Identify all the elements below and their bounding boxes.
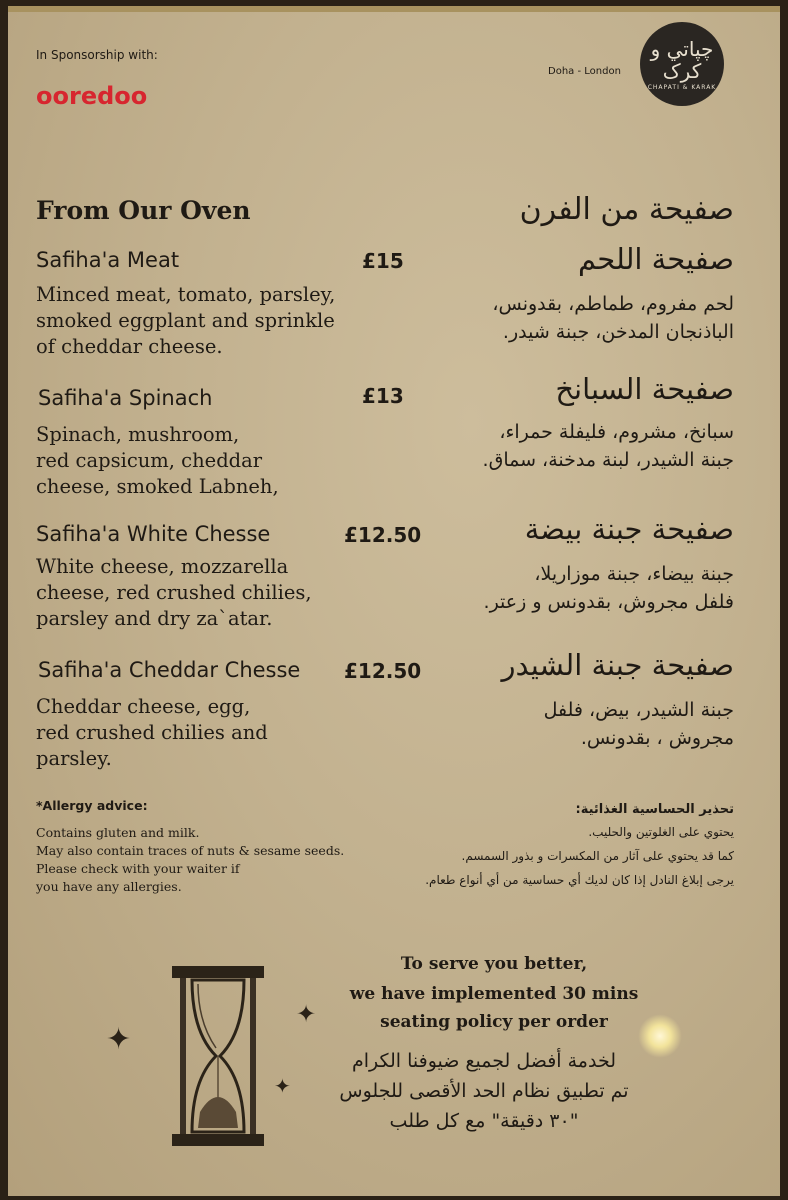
description-line-ar: مجروش ، بقدونس. [580,727,734,749]
description-line-ar: جبنة الشيدر، لبنة مدخنة، سماق. [482,449,734,471]
policy-line-ar: "٣٠ دقيقة" مع كل طلب [389,1110,579,1132]
description-line: Spinach, mushroom, [36,423,240,446]
description-line: cheese, smoked Labneh, [36,475,279,498]
policy-line: we have implemented 30 mins [349,984,639,1004]
menu-item-price: £12.50 [344,659,422,683]
description-line: parsley. [36,747,112,770]
description-line-ar: فلفل مجروش، بقدونس و زعتر. [483,591,734,613]
menu-card [8,6,780,1196]
menu-item-description [36,554,376,632]
description-line: cheese, red crushed chilies, [36,581,312,604]
menu-item-description-ar [404,696,734,752]
description-line-ar: لحم مفروم، طماطم، بقدونس، [492,293,734,315]
policy-line-ar: تم تطبيق نظام الحد الأقصى للجلوس [339,1080,629,1102]
sponsor-logo [36,82,147,110]
allergy-title-ar: تحذير الحساسية الغذائية: [575,802,734,817]
allergy-line: Please check with your waiter if [36,861,240,876]
allergy-line-ar: يرجى إبلاغ النادل إذا كان لديك أي حساسية من أي أنواع طعام. [425,873,734,887]
menu-item-name-ar: صفيحة جبنة بيضة [524,512,734,546]
menu-item-description-ar [404,418,734,474]
menu-item-name: Safiha'a Cheddar Chesse [38,658,301,682]
top-border [8,6,780,12]
hourglass-icon [168,962,268,1156]
menu-item-description [36,282,376,360]
description-line: smoked eggplant and sprinkle [36,309,335,332]
allergy-line: you have any allergies. [36,879,182,894]
menu-item-description [36,422,376,500]
section-title-ar: صفيحة من الفرن [519,192,734,227]
menu-item-name: Safiha'a Meat [36,248,180,272]
menu-item-name: Safiha'a White Chesse [36,522,271,546]
description-line: red capsicum, cheddar [36,449,263,472]
allergy-line-ar: كما قد يحتوي على آثار من المكسرات و بذور السمسم. [461,849,734,863]
description-line: Cheddar cheese, egg, [36,695,251,718]
menu-item-description-ar [404,560,734,616]
location-text: Doha - London [548,66,621,77]
menu-item-name: Safiha'a Spinach [38,386,213,410]
menu-item-description-ar [404,290,734,346]
sponsor-logo-text: ooredoo [36,82,148,110]
restaurant-logo-arabic: چپاتي و کرک [650,36,714,83]
description-line: Minced meat, tomato, parsley, [36,283,336,306]
star-icon: ✦ [296,1000,317,1028]
description-line-ar: سبانخ، مشروم، فليفلة حمراء، [499,421,734,443]
menu-item-price: £12.50 [344,523,422,547]
policy-line: seating policy per order [380,1012,608,1032]
policy-line: To serve you better, [400,954,588,974]
allergy-line: Contains gluten and milk. [36,825,200,840]
description-line-ar: جبنة بيضاء، جبنة موزاريلا، [534,563,734,585]
star-icon: ✦ [274,1074,291,1098]
description-line-ar: جبنة الشيدر، بيض، فلفل [543,699,734,721]
menu-item-description [36,694,376,772]
star-icon: ✦ [106,1022,132,1057]
restaurant-logo-english: CHAPATI & KARAK [647,83,717,91]
allergy-title: *Allergy advice: [36,798,148,813]
allergy-line-ar: يحتوي على الغلوتين والحليب. [588,825,734,839]
description-line-ar: الباذنجان المدخن، جبنة شيدر. [502,321,734,343]
sponsor-text: In Sponsorship with: [36,48,158,62]
description-line: red crushed chilies and [36,721,268,744]
policy-line-ar: لخدمة أفضل لجميع ضيوفنا الكرام [351,1050,617,1072]
description-line: White cheese, mozzarella [36,555,289,578]
light-glare [638,1014,682,1058]
menu-item-name-ar: صفيحة جبنة الشيدر [501,648,734,682]
menu-item-price: £15 [362,249,404,273]
menu-item-name-ar: صفيحة اللحم [577,242,734,276]
description-line: of cheddar cheese. [36,335,223,358]
allergy-line: May also contain traces of nuts & sesame seeds. [36,843,345,858]
menu-item-name-ar: صفيحة السبانخ [555,372,734,406]
description-line: parsley and dry za`atar. [36,607,273,630]
restaurant-logo [640,22,724,106]
section-title-en: From Our Oven [36,196,251,225]
menu-item-price: £13 [362,384,404,408]
